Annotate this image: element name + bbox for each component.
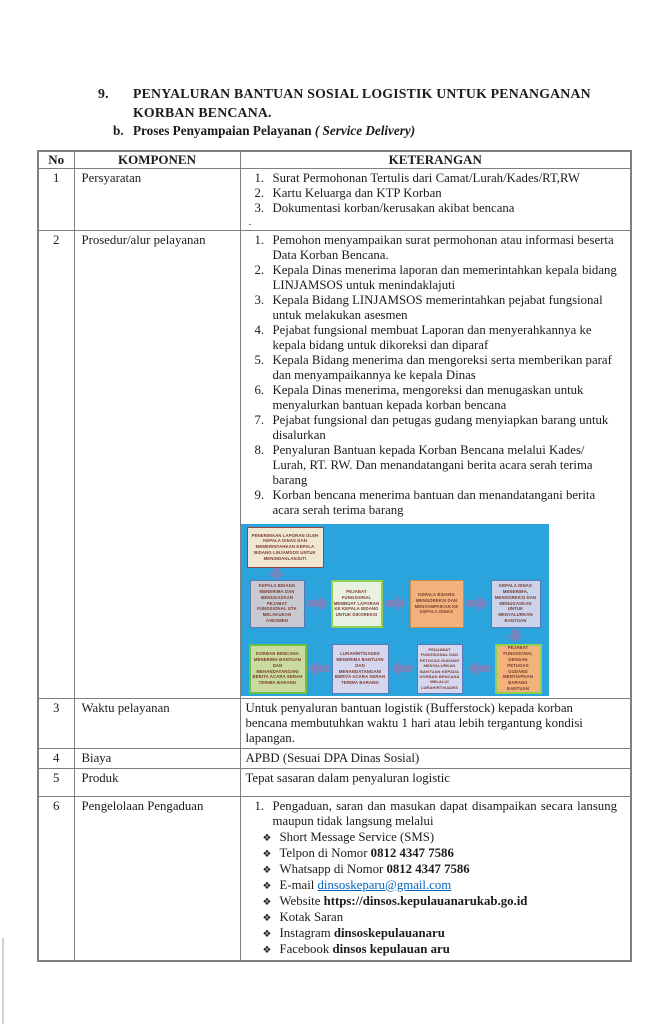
channel-phone: ❖ Telpon di Nomor 0812 4347 7586: [241, 845, 618, 861]
section-title-line2: KORBAN BENCANA.: [133, 105, 272, 120]
section-title: [133, 84, 591, 122]
keterangan-text: Tepat sasaran dalam penyaluran logistic: [245, 770, 450, 785]
keterangan-cell: [240, 748, 631, 768]
list-item: Pemohon menyampaikan surat permohonan atau informasi beserta Data Korban Bencana.: [272, 232, 614, 262]
instagram-handle: dinsoskepulauanaru: [333, 925, 445, 940]
arrow-left-icon: [308, 661, 330, 677]
keterangan-cell: [240, 230, 631, 698]
row-number: 4: [38, 748, 74, 768]
section-heading: [98, 84, 591, 122]
table-row: [38, 168, 631, 230]
channel-instagram: ❖ Instagram dinsoskepulauanaru: [241, 925, 618, 941]
komponen-cell: Persyaratan: [74, 168, 240, 230]
diamond-bullet-icon: ❖: [262, 944, 272, 956]
scan-artifact: [2, 938, 4, 1024]
list-item: Kepala Bidang LINJAMSOS memerintahkan pejabat fungsional untuk melakukan asesmen: [272, 292, 603, 322]
stray-period: .: [248, 215, 252, 228]
diamond-bullet-icon: ❖: [262, 880, 272, 892]
list-item: Penyaluran Bantuan kepada Korban Bencana melalui Kades/ Lurah, RT. RW. Dan menandatangani berita acara serah terima barang: [272, 442, 593, 487]
subsection-heading: [113, 121, 415, 140]
channel-email: ❖ E-mail dinsoskeparu@gmail.com: [241, 877, 618, 893]
table-row: [38, 768, 631, 796]
diamond-bullet-icon: ❖: [262, 848, 272, 860]
flow-step-report-received: PENERIMAAN LAPORAN OLEH KEPALA DINAS DAN MEMERINTAHKAN KEPALA BIDANG LINJAMSOS UNTUK MENINDAKLANJUTI: [247, 527, 324, 568]
website-url: https://dinsos.kepulauanarukab.go.id: [323, 893, 528, 908]
channel-whatsapp: ❖ Whatsapp di Nomor 0812 4347 7586: [241, 861, 618, 877]
list-item: Surat Permohonan Tertulis dari Camat/Lurah/Kades/RT,RW: [272, 170, 580, 185]
diamond-bullet-icon: ❖: [262, 832, 272, 844]
row-number: 5: [38, 768, 74, 796]
procedure-list: [241, 233, 618, 518]
diamond-bullet-icon: ❖: [262, 864, 272, 876]
header-no: No: [38, 151, 74, 168]
header-keterangan: KETERANGAN: [240, 151, 631, 168]
service-delivery-table: [37, 150, 632, 962]
flow-step-kabid-assigns: KEPALA BIDANG MENERIMA DAN MENUGASKAN PEJABAT FUNGSIONAL UTK MELAKUKAN ASESMEN: [250, 580, 305, 628]
flow-step-kadis-assigns: KEPALA DINAS MENERIMA, MENGOREKSI DAN MENUGASKAN UNTUK MENYALURKAN BANTUAN: [491, 580, 541, 628]
requirements-list: [241, 171, 618, 216]
complaint-intro-list: [241, 799, 618, 829]
subsection-title-italic: ( Service Delivery): [314, 123, 416, 138]
subsection-title: Proses Penyampaian Pelayanan ( Service Delivery): [133, 123, 416, 138]
table-row: [38, 748, 631, 768]
flow-step-report-made: PEJABAT FUNGSIONAL MEMBUAT LAPORAN KE KEPALA BIDANG UNTUK DIKOREKSI: [331, 580, 383, 628]
arrow-left-icon: [391, 661, 413, 677]
komponen-cell: Pengelolaan Pengaduan: [74, 796, 240, 961]
list-item: Pejabat fungsional membuat Laporan dan menyerahkannya ke kepala bidang untuk dikoreksi dan diparaf: [272, 322, 592, 352]
whatsapp-number: 0812 4347 7586: [386, 861, 470, 876]
flow-step-kabid-corrects: KEPALA BIDANG MENGOREKSI DAN MENYAMPAIKAN KE KEPALA DINAS: [410, 580, 464, 628]
table-row: [38, 796, 631, 961]
table-row: [38, 230, 631, 698]
row-number: 2: [38, 230, 74, 698]
section-number: 9.: [98, 86, 109, 101]
komponen-cell: Prosedur/alur pelayanan: [74, 230, 240, 698]
arrow-right-icon: [307, 596, 329, 612]
channel-suggestion-box: ❖ Kotak Saran: [241, 909, 618, 925]
flow-step-victims-receive: KORBAN BENCANA MENERIMA BANTUAN DAN MENANDATANGANI BERITA ACARA SERAH TERIMA BARANG: [249, 644, 307, 694]
flow-step-prepare-goods: PEJABAT FUNGSIONAL DENGAN PETUGAS GUDANG MENYIAPKAN BARANG BANTUAN: [495, 644, 542, 694]
channel-website: ❖ Website https://dinsos.kepulauanarukab.go.id: [241, 893, 618, 909]
channel-sms: ❖ Short Message Service (SMS): [241, 829, 618, 845]
komponen-cell: Produk: [74, 768, 240, 796]
phone-number: 0812 4347 7586: [370, 845, 454, 860]
subsection-letter: b.: [113, 123, 124, 138]
list-item: Kepala Dinas menerima, mengoreksi dan menugaskan untuk menyalurkan bantuan kepada korban bencana: [272, 382, 584, 412]
list-item: Kartu Keluarga dan KTP Korban: [272, 185, 442, 200]
arrow-down-icon: [268, 568, 286, 580]
section-title-line1: PENYALURAN BANTUAN SOSIAL LOGISTIK UNTUK PENANGANAN: [133, 86, 591, 101]
list-item: Pengaduan, saran dan masukan dapat disampaikan secara lansung maupun tidak langsung melalui: [272, 798, 617, 828]
row-number: 1: [38, 168, 74, 230]
keterangan-cell: [240, 768, 631, 796]
diamond-bullet-icon: ❖: [262, 912, 272, 924]
table-header-row: [38, 151, 631, 168]
flowchart-image: [241, 524, 549, 696]
list-item: Korban bencana menerima bantuan dan menandatangani berita acara serah terima barang: [272, 487, 596, 517]
arrow-left-icon: [468, 661, 491, 677]
list-item: Pejabat fungsional dan petugas gudang menyiapkan barang untuk disalurkan: [272, 412, 609, 442]
arrow-down-icon: [507, 629, 525, 643]
flow-step-distribute-aid: PENJABAT FUNGSIONAL DAN PETUGAS GUDANG MENYALURKAN BANTUAN KEPADA KORBAN BENCANA MELALUI LURAH/RT/KADES: [417, 644, 463, 694]
keterangan-text: APBD (Sesuai DPA Dinas Sosial): [245, 750, 420, 765]
keterangan-cell: [240, 168, 631, 230]
list-item: Dokumentasi korban/kerusakan akibat bencana: [272, 200, 515, 215]
keterangan-cell: [240, 698, 631, 748]
flow-step-lurah-receives: LURAH/RT/KADES MENERIMA BANTUAN DAN MENANDATANGANI BERITA ACARA SERAH TERIMA BARANG: [332, 644, 389, 694]
facebook-name: dinsos kepulauan aru: [332, 941, 450, 956]
header-komponen: KOMPONEN: [74, 151, 240, 168]
list-item: Kepala Bidang menerima dan mengoreksi serta memberikan paraf dan menyampaikannya ke kepala Dinas: [272, 352, 612, 382]
channel-facebook: ❖ Facebook dinsos kepulauan aru: [241, 941, 618, 957]
row-number: 3: [38, 698, 74, 748]
keterangan-text: Untuk penyaluran bantuan logistik (Bufferstock) kepada korban bencana membutuhkan waktu 1 hari atau lebih tergantung kondisi lapangan.: [245, 700, 583, 745]
email-link[interactable]: dinsoskeparu@gmail.com: [317, 877, 452, 892]
diamond-bullet-icon: ❖: [262, 928, 272, 940]
arrow-right-icon: [466, 596, 489, 612]
list-item: Kepala Dinas menerima laporan dan memerintahkan kepala bidang LINJAMSOS untuk menindaklajuti: [272, 262, 617, 292]
keterangan-cell: [240, 796, 631, 961]
table-row: [38, 698, 631, 748]
diamond-bullet-icon: ❖: [262, 896, 272, 908]
row-number: 6: [38, 796, 74, 961]
arrow-right-icon: [385, 596, 407, 612]
komponen-cell: Waktu pelayanan: [74, 698, 240, 748]
komponen-cell: Biaya: [74, 748, 240, 768]
